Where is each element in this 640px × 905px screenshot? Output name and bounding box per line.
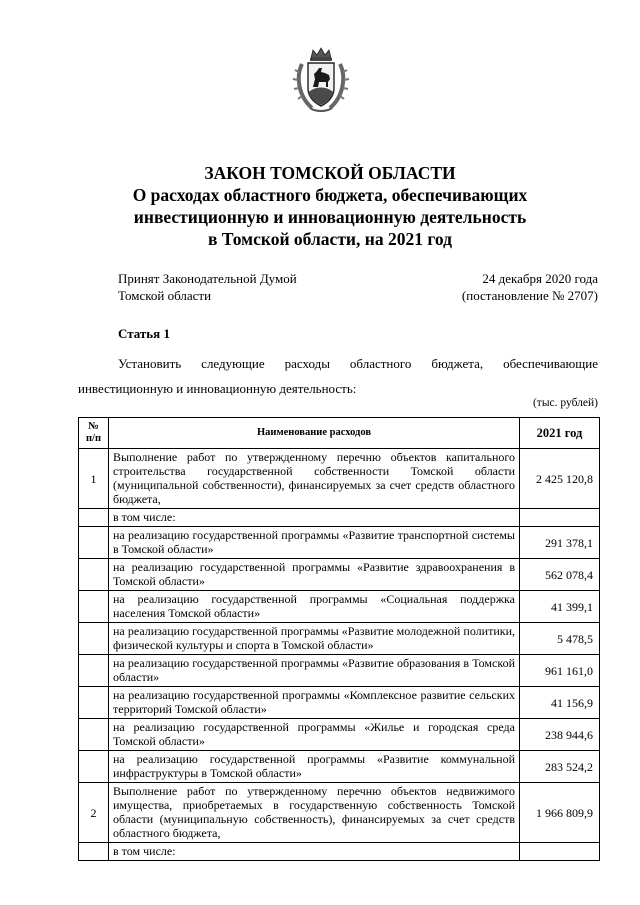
table-row: [79, 449, 600, 509]
row-name: в том числе:: [109, 509, 520, 527]
row-amount: 961 161,0: [520, 655, 600, 687]
tomsk-coat-of-arms-icon: [292, 46, 350, 114]
table-row: [79, 719, 600, 751]
row-name: на реализацию государственной программы «Жилье и городская среда Томской области»: [109, 719, 520, 751]
row-number: [79, 751, 109, 783]
table-row: [79, 751, 600, 783]
row-name: на реализацию государственной программы «Комплексное развитие сельских территорий Томской области»: [109, 687, 520, 719]
row-name: в том числе:: [109, 843, 520, 861]
row-amount: [520, 843, 600, 861]
row-name: на реализацию государственной программы «Развитие здравоохранения в Томской области»: [109, 559, 520, 591]
row-number: [79, 623, 109, 655]
row-amount: 1 966 809,9: [520, 783, 600, 843]
table-row: [79, 509, 600, 527]
column-header-year: 2021 год: [520, 418, 600, 449]
table-header-row: [79, 418, 600, 449]
row-name: на реализацию государственной программы «Развитие молодежной политики, физической культуры и спорта в Томской области»: [109, 623, 520, 655]
row-amount: 283 524,2: [520, 751, 600, 783]
row-name: на реализацию государственной программы «Развитие транспортной системы в Томской области»: [109, 527, 520, 559]
table-row: [79, 687, 600, 719]
table-row: [79, 655, 600, 687]
adoption-body: [118, 270, 297, 304]
law-title-line-3: инвестиционную и инновационную деятельность: [133, 207, 527, 227]
adoption-date: 24 декабря 2020 года: [482, 271, 598, 286]
law-title: [80, 162, 580, 250]
row-amount: 562 078,4: [520, 559, 600, 591]
table-row: [79, 623, 600, 655]
row-number: [79, 843, 109, 861]
column-header-number: № п/п: [79, 418, 109, 449]
row-number: [79, 591, 109, 623]
row-number: [79, 687, 109, 719]
row-number: [79, 719, 109, 751]
resolution-number: (постановление № 2707): [461, 288, 598, 303]
row-amount: [520, 509, 600, 527]
row-amount: 291 378,1: [520, 527, 600, 559]
row-number: 1: [79, 449, 109, 509]
article-heading: Статья 1: [118, 326, 170, 341]
row-amount: 2 425 120,8: [520, 449, 600, 509]
adoption-body-line-2: Томской области: [118, 288, 212, 303]
row-number: [79, 559, 109, 591]
table-row: [79, 843, 600, 861]
table-row: [79, 591, 600, 623]
table-row: [79, 559, 600, 591]
row-amount: 238 944,6: [520, 719, 600, 751]
row-amount: 5 478,5: [520, 623, 600, 655]
row-name: на реализацию государственной программы «Социальная поддержка населения Томской области»: [109, 591, 520, 623]
article-text: Установить следующие расходы областного бюджета, обеспечивающие инвестиционную и инновационную деятельность:: [78, 356, 598, 396]
adoption-body-line-1: Принят Законодательной Думой: [118, 271, 297, 286]
row-name: на реализацию государственной программы «Развитие образования в Томской области»: [109, 655, 520, 687]
row-amount: 41 156,9: [520, 687, 600, 719]
row-name: на реализацию государственной программы «Развитие коммунальной инфраструктуры в Томской области»: [109, 751, 520, 783]
row-number: [79, 527, 109, 559]
adoption-details: [418, 270, 598, 304]
row-number: [79, 655, 109, 687]
table-row: [79, 527, 600, 559]
row-number: 2: [79, 783, 109, 843]
law-title-line-1: ЗАКОН ТОМСКОЙ ОБЛАСТИ: [204, 163, 456, 183]
law-title-line-2: О расходах областного бюджета, обеспечивающих: [132, 185, 528, 205]
row-number: [79, 509, 109, 527]
table-row: [79, 783, 600, 843]
column-header-name: Наименование расходов: [109, 418, 520, 449]
row-name: Выполнение работ по утвержденному перечню объектов капитального строительства государственной собственности Томской области (муниципальной собственности), финансируемых за счет средств областного бюджета,: [109, 449, 520, 509]
row-amount: 41 399,1: [520, 591, 600, 623]
unit-label: (тыс. рублей): [532, 397, 598, 409]
law-title-line-4: в Томской области, на 2021 год: [208, 229, 452, 249]
row-name: Выполнение работ по утвержденному перечню объектов недвижимого имущества, приобретаемых в государственную собственность Томской области (муниципальную собственность), финансируемых за счет средств областного бюджета,: [109, 783, 520, 843]
expenses-table: [78, 417, 600, 861]
